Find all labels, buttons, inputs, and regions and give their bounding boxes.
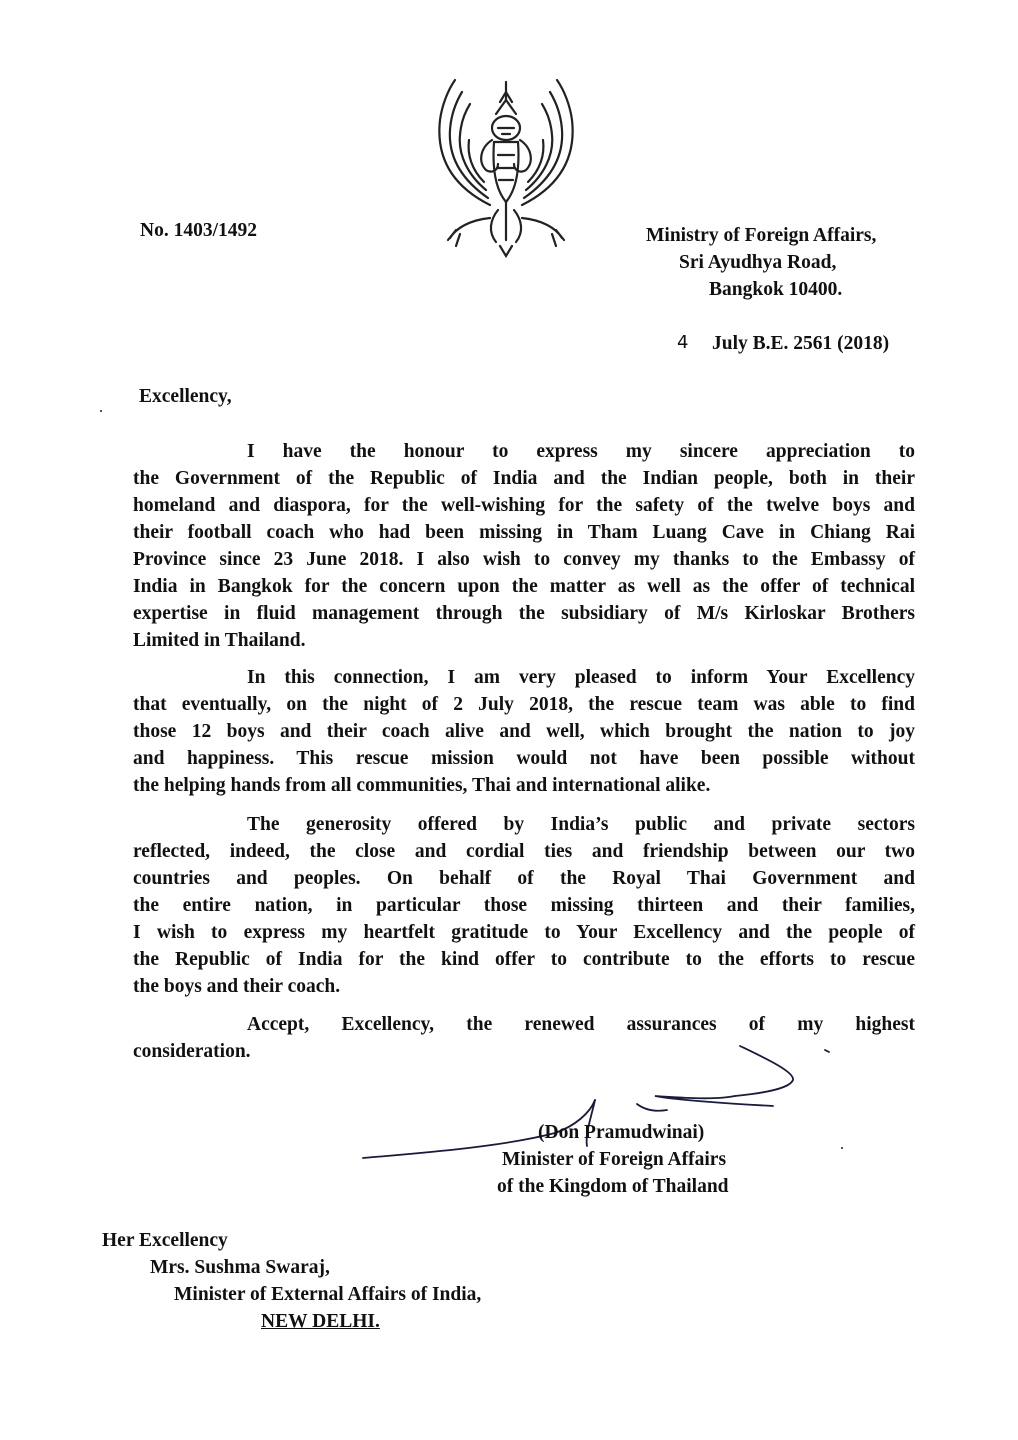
recipient-city: NEW DELHI. bbox=[261, 1311, 380, 1332]
paragraph-line: the boys and their coach. bbox=[133, 976, 341, 997]
body-paragraph-1 bbox=[133, 438, 915, 654]
recipient-honorific: Her Excellency bbox=[102, 1230, 228, 1251]
body-paragraph-3 bbox=[133, 811, 915, 1000]
reference-number: No. 1403/1492 bbox=[140, 220, 257, 241]
paragraph-line: the Government of the Republic of India and the Indian people, both in their bbox=[133, 468, 915, 489]
address-line-road: Sri Ayudhya Road, bbox=[679, 252, 837, 273]
address-line-ministry: Ministry of Foreign Affairs, bbox=[646, 225, 877, 246]
paragraph-line: the Republic of India for the kind offer to contribute to the efforts to rescue bbox=[133, 949, 915, 970]
paragraph-line: Accept, Excellency, the renewed assurances of my highest bbox=[247, 1014, 915, 1035]
paragraph-line: I have the honour to express my sincere appreciation to bbox=[247, 441, 915, 462]
paragraph-line: countries and peoples. On behalf of the Royal Thai Government and bbox=[133, 868, 915, 889]
paragraph-line: and happiness. This rescue mission would not have been possible without bbox=[133, 748, 915, 769]
paragraph-line: expertise in fluid management through the subsidiary of M/s Kirloskar Brothers bbox=[133, 603, 915, 624]
paragraph-line: India in Bangkok for the concern upon the matter as well as the offer of technical bbox=[133, 576, 915, 597]
paragraph-line: consideration. bbox=[133, 1041, 251, 1062]
scan-speck bbox=[100, 410, 102, 412]
date-day: 4 bbox=[677, 332, 689, 353]
paragraph-line: I wish to express my heartfelt gratitude to Your Excellency and the people of bbox=[133, 922, 915, 943]
address-line-city: Bangkok 10400. bbox=[709, 279, 843, 300]
garuda-emblem bbox=[420, 70, 592, 260]
recipient-title: Minister of External Affairs of India, bbox=[174, 1284, 482, 1305]
paragraph-line: their football coach who had been missing in Tham Luang Cave in Chiang Rai bbox=[133, 522, 915, 543]
signatory-title: Minister of Foreign Affairs bbox=[502, 1149, 727, 1170]
letter-date: July B.E. 2561 (2018) bbox=[712, 333, 890, 354]
scan-speck bbox=[841, 1147, 843, 1149]
paragraph-line: The generosity offered by India’s public and private sectors bbox=[247, 814, 915, 835]
paragraph-line: the entire nation, in particular those missing thirteen and their families, bbox=[133, 895, 915, 916]
signatory-organization: of the Kingdom of Thailand bbox=[497, 1176, 729, 1197]
paragraph-line: Limited in Thailand. bbox=[133, 630, 306, 651]
paragraph-line: those 12 boys and their coach alive and well, which brought the nation to joy bbox=[133, 721, 915, 742]
recipient-name: Mrs. Sushma Swaraj, bbox=[150, 1257, 330, 1278]
paragraph-line: In this connection, I am very pleased to inform Your Excellency bbox=[247, 667, 915, 688]
paragraph-line: the helping hands from all communities, Thai and international alike. bbox=[133, 775, 711, 796]
signatory-name: (Don Pramudwinai) bbox=[538, 1122, 705, 1143]
paragraph-line: reflected, indeed, the close and cordial ties and friendship between our two bbox=[133, 841, 915, 862]
salutation: Excellency, bbox=[139, 386, 232, 407]
paragraph-line: homeland and diaspora, for the well-wishing for the safety of the twelve boys and bbox=[133, 495, 915, 516]
body-paragraph-2 bbox=[133, 664, 915, 799]
paragraph-line: Province since 23 June 2018. I also wish to convey my thanks to the Embassy of bbox=[133, 549, 915, 570]
paragraph-line: that eventually, on the night of 2 July 2018, the rescue team was able to find bbox=[133, 694, 915, 715]
